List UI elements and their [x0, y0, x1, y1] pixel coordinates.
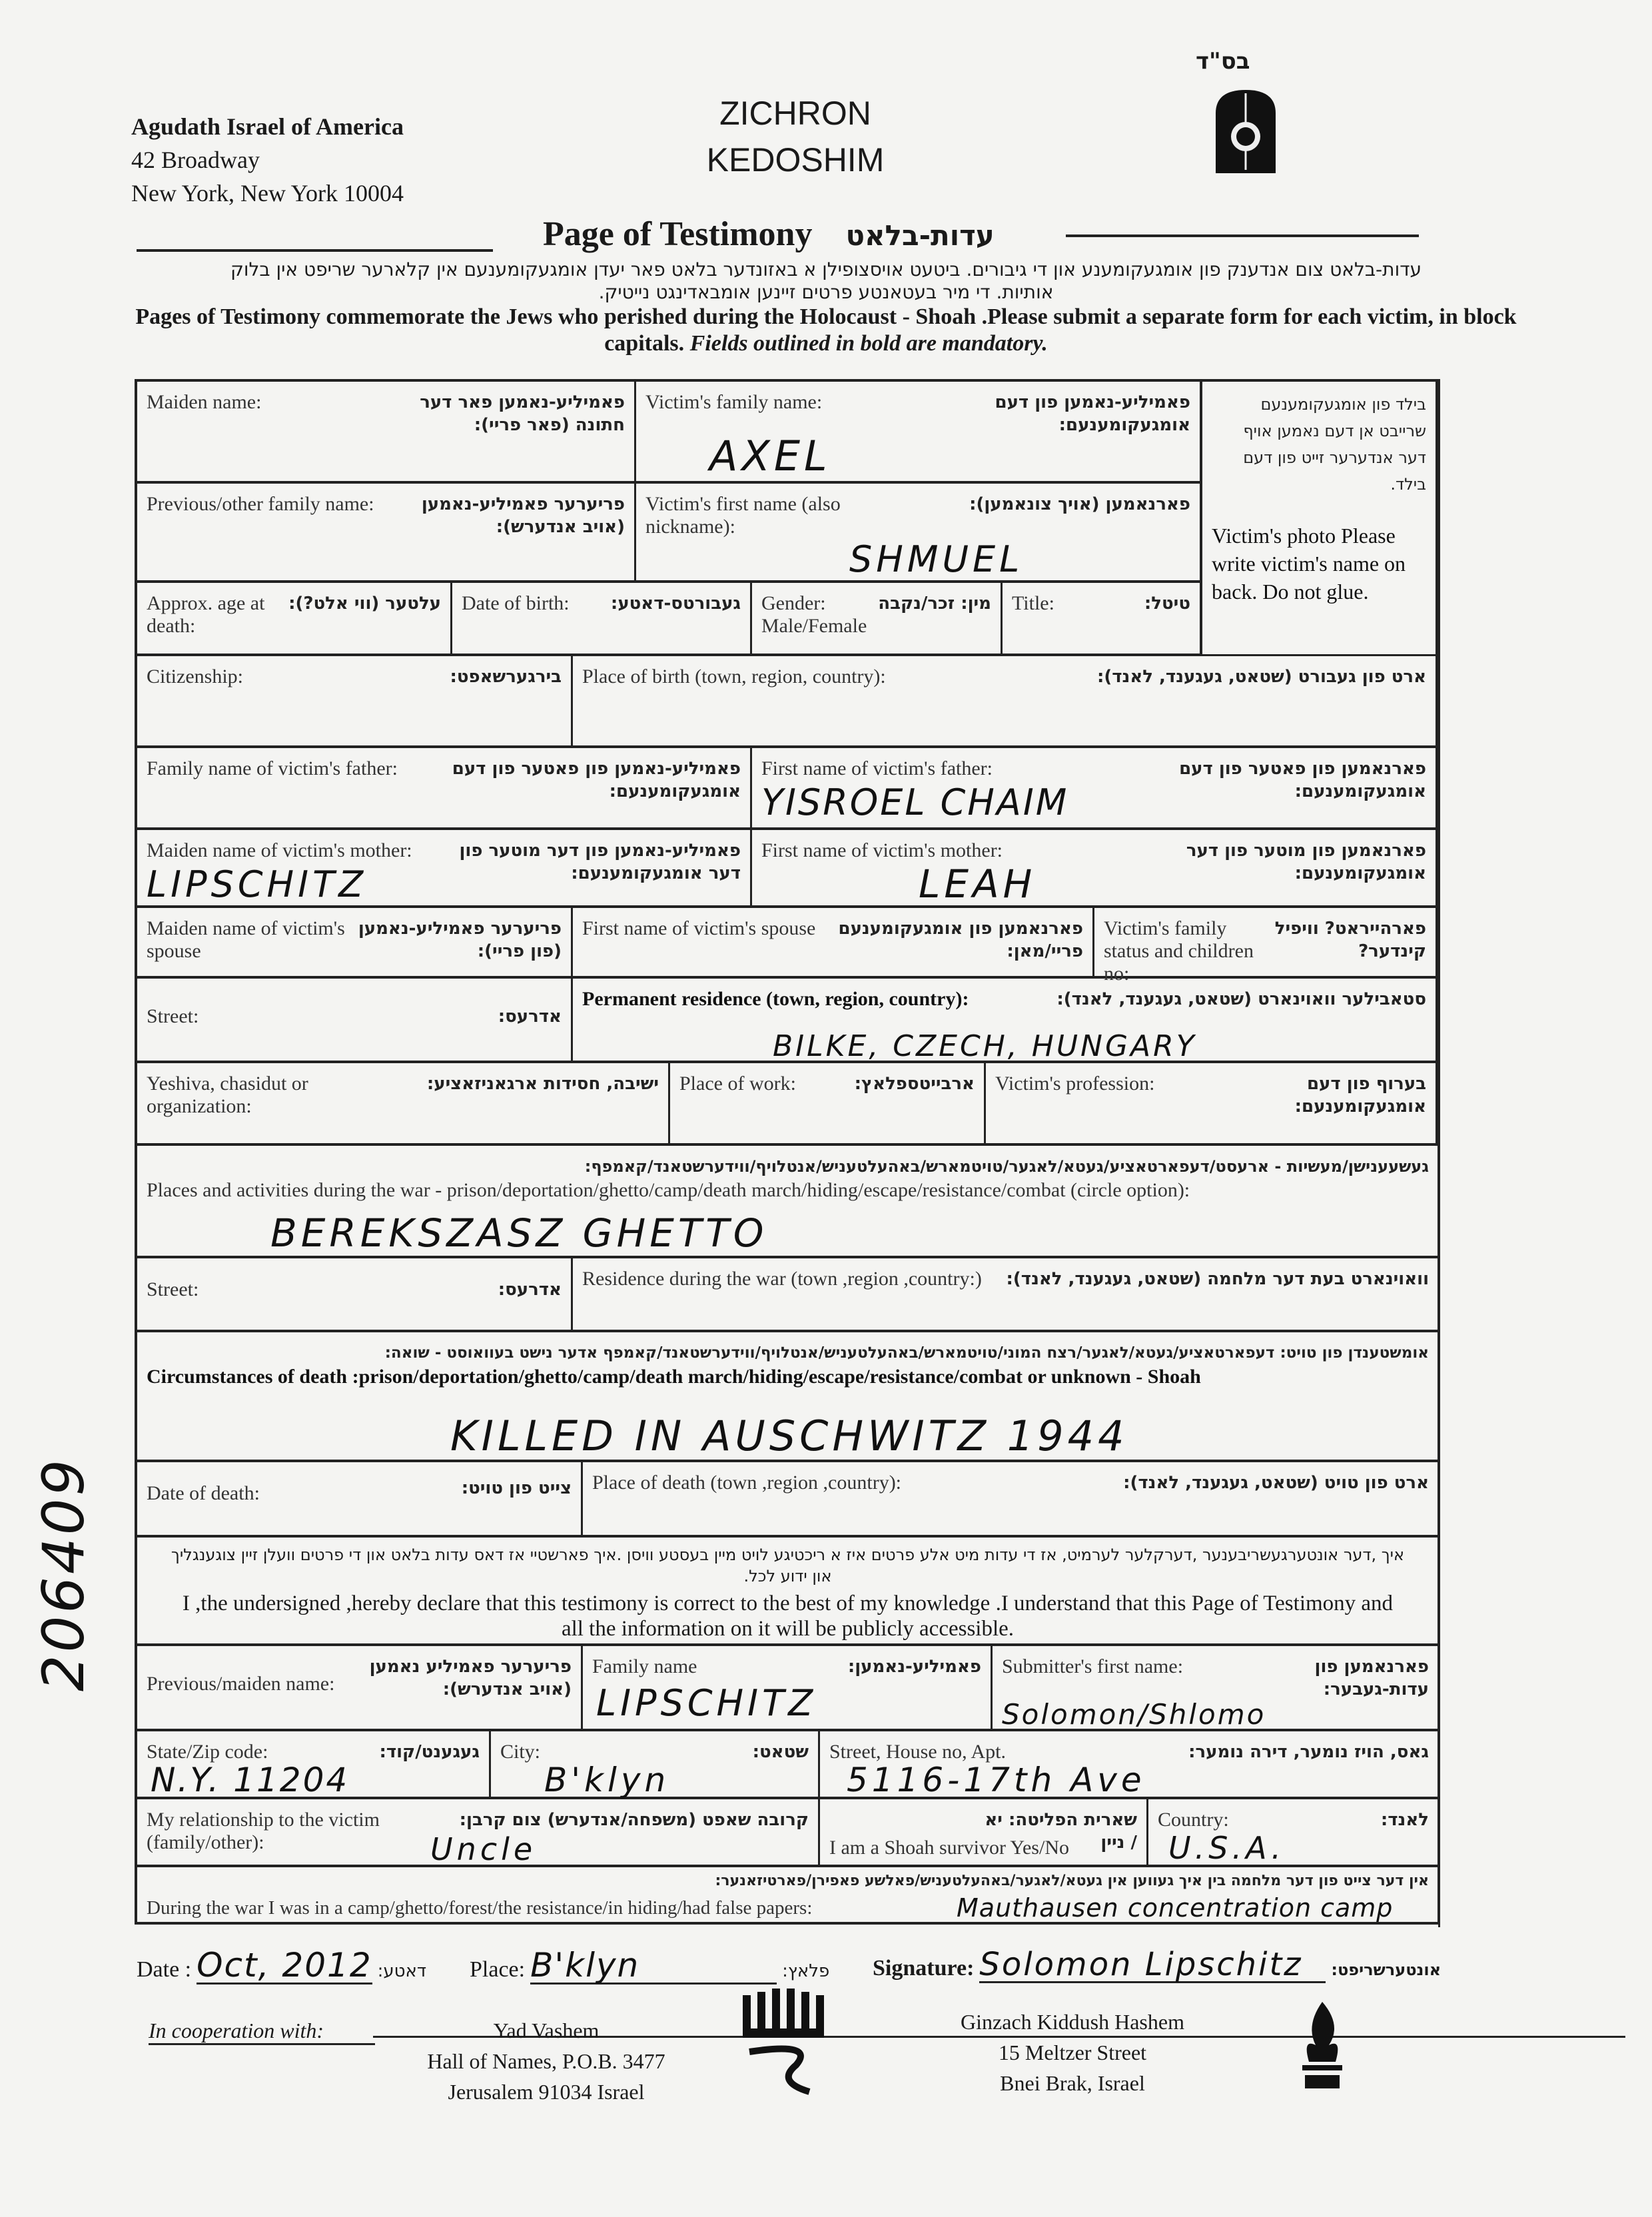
org-name: Agudath Israel of America	[131, 113, 404, 140]
declaration-he: איך ,דער אונטערגעשריבענער ,דערקלער לערמיט, אז די עדות מיט אלע פרטים איז א ריכטיגע לויט מיין בעסטע וויסן .איך פארשטיי אז דאס עדות בלאט און די פרטים וועלן זיין צוגענגליך און ידוע לכל.	[171, 1546, 1405, 1585]
during-war-field[interactable]	[137, 1867, 1440, 1927]
place-of-birth-field[interactable]	[573, 656, 1438, 748]
place-label: Place:	[470, 1957, 526, 1982]
handwritten-value: Mauthausen concentration camp	[957, 1893, 1394, 1923]
intro-english	[133, 304, 1519, 357]
label-he: פארנאמען פון מוטער פון דער אומגעקומענעם:	[1186, 841, 1426, 883]
place-of-death-field[interactable]	[583, 1462, 1440, 1538]
maiden-name-field[interactable]	[137, 382, 636, 484]
tablets-emblem-icon	[1209, 83, 1282, 177]
label: Place of work:	[679, 1073, 796, 1095]
handwritten-value: SHMUEL	[849, 538, 1024, 580]
relationship-field[interactable]	[137, 1799, 820, 1867]
age-at-death-field[interactable]	[137, 583, 452, 656]
state-zip-field[interactable]	[137, 1731, 491, 1799]
victim-first-name-field[interactable]	[636, 484, 1202, 583]
label-he: אדרעס:	[498, 1280, 562, 1300]
label: Approx. age at death:	[147, 592, 265, 637]
label: Victim's family name:	[645, 391, 823, 413]
family-status-field[interactable]	[1094, 908, 1438, 985]
label: Street:	[147, 1005, 199, 1027]
places-activities-field[interactable]	[137, 1146, 1440, 1258]
title-rule-left	[137, 249, 493, 252]
label: My relationship to the victim (family/other):	[147, 1809, 380, 1853]
label: Yeshiva, chasidut or organization:	[147, 1073, 308, 1117]
label-he: פארהייראט? וויפיל קינדער?	[1274, 919, 1426, 961]
signature-label: Signature:	[873, 1956, 975, 1981]
declaration	[137, 1538, 1440, 1646]
label-he: שארית הפליטה: יא / ניין	[985, 1810, 1137, 1853]
date-label: Date :	[137, 1957, 192, 1982]
cooperation-label: In cooperation with:	[149, 2018, 375, 2045]
title-he: עדות-בלאט	[845, 219, 995, 252]
label: Circumstances of death :prison/deportation/ghetto/camp/death march/hiding/escape/resistance/combat or unknown - Shoah	[147, 1366, 1201, 1388]
label: Maiden name:	[147, 391, 262, 413]
permanent-residence-field[interactable]	[573, 979, 1438, 1063]
label: Places and activities during the war - prison/deportation/ghetto/camp/death march/hiding/escape/resistance/combat (circle option):	[147, 1179, 1190, 1201]
label: Family name	[592, 1655, 697, 1677]
signature-value: Solomon Lipschitz	[979, 1949, 1326, 1983]
handwritten-value: BILKE, CZECH, HUNGARY	[773, 1029, 1197, 1063]
country-field[interactable]	[1148, 1799, 1440, 1867]
signature-line[interactable]	[873, 1946, 1442, 1983]
handwritten-value: 5116-17th Ave	[847, 1761, 1146, 1799]
place-of-work-field[interactable]	[670, 1063, 986, 1146]
gk-line-1: 15 Meltzer Street	[998, 2040, 1147, 2064]
label: Place of death (town ,region ,country):	[592, 1472, 902, 1494]
mother-first-name-field[interactable]	[752, 830, 1438, 908]
label-he: בירגערשאפט:	[450, 667, 562, 687]
handwritten-value: LIPSCHITZ	[147, 863, 368, 905]
intro-en-text: Pages of Testimony commemorate the Jews who perished during the Holocaust - Shoah .Please submit a separate form for each victim, in block capitals.	[135, 304, 1517, 356]
date-of-death-field[interactable]	[137, 1462, 583, 1538]
label: Title:	[1012, 592, 1054, 614]
label: First name of victim's mother:	[761, 839, 1003, 861]
handwritten-value: AXEL	[709, 432, 831, 480]
place-line[interactable]	[470, 1946, 830, 1985]
program-line-1: ZICHRON	[719, 95, 871, 132]
label-he: פריערער פאמיליע-נאמען (אויב אנדערש):	[421, 494, 625, 537]
submitter-first-name-field[interactable]	[993, 1646, 1440, 1731]
label: Permanent residence (town, region, country):	[582, 988, 969, 1010]
label: Victim's photo Please write victim's name on back. Do not glue.	[1212, 524, 1406, 604]
submitter-previous-name-field[interactable]	[137, 1646, 583, 1731]
label-he: פאמיליע-נאמען פון פאטער פון דעם אומגעקומענעם:	[452, 759, 741, 801]
title-rule-right	[1066, 234, 1419, 237]
label-he: בערוף פון דעם אומגעקומענעם:	[1294, 1074, 1426, 1116]
label: Previous/maiden name:	[147, 1673, 335, 1695]
handwritten-value: LEAH	[919, 861, 1036, 907]
label-he: וואוינארט בעת דער מלחמה (שטאט, געגענד, לאנד):	[1006, 1269, 1429, 1289]
label-he: קרובה שאפט (משפחה/אנדערש) צום קרבן:	[459, 1810, 809, 1830]
date-of-birth-field[interactable]	[452, 583, 752, 656]
label-he: שטאט:	[752, 1742, 809, 1762]
label-he: פאמיליע-נאמען פאר דער חתונה (פאר פריי):	[420, 392, 625, 435]
handwritten-value: Uncle	[430, 1831, 537, 1867]
label-he: גאס, הויז נומער, דירה נומער:	[1188, 1742, 1429, 1762]
place-label-he: פלאץ:	[782, 1961, 830, 1981]
label: Family name of victim's father:	[147, 757, 398, 779]
label-he: ארט פון טויט (שטאט, געגענד, לאנד):	[1123, 1473, 1429, 1493]
gender-field[interactable]	[752, 583, 1003, 656]
label: First name of victim's spouse	[582, 917, 816, 939]
label-he: ארט פון געבורט (שטאט, געגענד, לאנד):	[1096, 667, 1426, 687]
label: I am a Shoah survivor Yes/No	[829, 1837, 1069, 1859]
intro-block	[133, 258, 1519, 357]
handwritten-value: B'klyn	[544, 1761, 670, 1799]
city-field[interactable]	[491, 1731, 820, 1799]
label-he: פאמיליע-נאמען פון דעם אומגעקומענעם:	[995, 392, 1190, 435]
label-he: פריערער פאמיליע-נאמען (פון פריי):	[358, 919, 562, 961]
place-value: B'klyn	[530, 1949, 777, 1985]
label-he: אומשטענדן פון טויט: דעפארטאציע/געטא/לאגער/רצח המוני/טויטמארש/באהעלטעניש/אנטלויף/ווידערשטאנד/קאמפף אדער נישט בעוואוסט - שואה:	[384, 1344, 1429, 1362]
handwritten-value: Solomon/Shlomo	[1002, 1698, 1266, 1731]
victim-family-name-field[interactable]	[636, 382, 1202, 484]
label: Victim's first name (also nickname):	[645, 493, 841, 538]
label: Date of death:	[147, 1482, 260, 1504]
label-he: מין: זכר/נקבה	[878, 594, 991, 614]
war-street-field[interactable]	[137, 1258, 573, 1332]
label: City:	[500, 1741, 541, 1763]
circumstances-of-death-field[interactable]	[137, 1332, 1440, 1462]
submitter-family-name-field[interactable]	[583, 1646, 993, 1731]
label-he: פארנאמען פון עדות-געבער:	[1314, 1657, 1429, 1699]
ginzach-address	[906, 2006, 1239, 2098]
label-he: ישיבה, חסידות ארגאניזאציע:	[426, 1074, 659, 1094]
spouse-first-name-field[interactable]	[573, 908, 1094, 979]
testimony-form	[135, 379, 1440, 1925]
war-residence-field[interactable]	[573, 1258, 1440, 1332]
label: Maiden name of victim's spouse	[147, 917, 345, 962]
intro-he-line-2: אותיות. די מיר בעטאנטע פרטים זיינען אומבאדינגט נייטיק.	[598, 281, 1054, 303]
mother-maiden-name-field[interactable]	[137, 830, 752, 908]
intro-hebrew	[133, 258, 1519, 304]
handwritten-value: KILLED IN AUSCHWITZ 1944	[450, 1412, 1128, 1460]
label-he: טיטל:	[1144, 594, 1190, 614]
spouse-maiden-name-field[interactable]	[137, 908, 573, 979]
label-he: פארנאמען פון אומגעקומענעם פריי/מאן:	[838, 919, 1083, 961]
label-he: אין דער צייט פון דער מלחמה בין איך געווען אין געטא/לאגער/באהעלטעניש/פאלשע פאפירן/פארטיזאנער:	[715, 1873, 1429, 1889]
title-field[interactable]	[1003, 583, 1202, 656]
label-he: לאנד:	[1380, 1810, 1429, 1830]
label-he: אדרעס:	[498, 1007, 562, 1027]
father-first-name-field[interactable]	[752, 748, 1438, 830]
org-street: 42 Broadway	[131, 147, 260, 173]
label-he: בילד פון אומגעקומענעם שרייבט אן דעם נאמען אויף דער אנדערער זייט פון דעם בילד.	[1243, 395, 1426, 494]
label: Victim's profession:	[995, 1073, 1155, 1095]
date-label-he: דאטע:	[377, 1961, 427, 1981]
label-he: צייט פון טויט:	[461, 1478, 572, 1498]
profession-field[interactable]	[986, 1063, 1438, 1146]
label-he: ארבייטספלאץ:	[854, 1074, 975, 1094]
intro-mandatory-note: Fields outlined in bold are mandatory.	[689, 331, 1048, 356]
submitter-street-field[interactable]	[820, 1731, 1440, 1799]
label-he: פריערער פאמיליע נאמען (אויב אנדערש):	[369, 1657, 572, 1699]
label: Citizenship:	[147, 665, 243, 687]
handwritten-value: YISROEL CHAIM	[761, 781, 1069, 823]
handwritten-value: U.S.A.	[1168, 1830, 1286, 1866]
handwritten-value: BEREKSZASZ GHETTO	[270, 1210, 768, 1256]
yv-line-1: Hall of Names, P.O.B. 3477	[427, 2049, 665, 2073]
label: During the war I was in a camp/ghetto/forest/the resistance/in hiding/had false papers:	[147, 1897, 813, 1919]
label: Street:	[147, 1278, 199, 1300]
flame-emblem-icon	[1296, 1998, 1349, 2092]
label: First name of victim's father:	[761, 757, 993, 779]
label: State/Zip code:	[147, 1741, 268, 1763]
yad-vashem-address	[393, 2015, 699, 2107]
signature-label-he: אונטערשריפט:	[1331, 1961, 1442, 1979]
program-title	[662, 90, 929, 183]
label: Maiden name of victim's mother:	[147, 839, 412, 861]
label: Gender: Male/Female	[761, 592, 867, 637]
label-he: געגענט/קוד:	[379, 1742, 480, 1762]
label-he: געבורטס-דאטע:	[610, 594, 741, 614]
label-he: עלטער (ווי אלט?):	[288, 594, 441, 614]
label-he: פארנאמען פון פאטער פון דעם אומגעקומענעם:	[1179, 759, 1426, 801]
intro-he-line-1: עדות-בלאט צום אנדענק פון אומגעקומענע און די גיבורים. ביטעט אויסצופילן א באזונדער בלאט פאר יעדן אומגעקומענעם אין קלארער שריפט אין בלוק	[230, 258, 1422, 280]
previous-family-name-field[interactable]	[137, 484, 636, 583]
label: Street, House no, Apt.	[829, 1741, 1006, 1763]
yeshiva-field[interactable]	[137, 1063, 670, 1146]
label-he: סטאבילער וואוינארט (שטאט, געגענד, לאנד):	[1056, 989, 1426, 1009]
label: Submitter's first name:	[1002, 1655, 1184, 1677]
margin-reference-number: 206409	[31, 1456, 98, 1692]
citizenship-field[interactable]	[137, 656, 573, 748]
gk-name: Ginzach Kiddush Hashem	[961, 2010, 1184, 2034]
org-block	[131, 110, 404, 210]
label: Place of birth (town, region, country):	[582, 665, 886, 687]
label-he: פאמיליע-נאמען פון דער מוטער פון דער אומגעקומענעם:	[459, 841, 741, 883]
label: Victim's family status and children no:	[1104, 917, 1254, 985]
date-line[interactable]	[137, 1946, 427, 1985]
label: Residence during the war (town ,region ,country:)	[582, 1268, 982, 1290]
yad-vashem-logo-icon	[736, 1989, 829, 2095]
yv-name: Yad Vashem	[493, 2018, 600, 2042]
label: Country:	[1158, 1809, 1229, 1831]
label: Previous/other family name:	[147, 493, 374, 515]
label: Date of birth:	[462, 592, 570, 614]
handwritten-value: LIPSCHITZ	[596, 1682, 817, 1724]
title-en: Page of Testimony	[543, 215, 813, 253]
page-title	[543, 215, 995, 256]
victim-photo-area	[1202, 382, 1438, 656]
date-value: Oct, 2012	[197, 1946, 372, 1985]
program-line-2: KEDOSHIM	[706, 141, 885, 179]
declaration-en: I ,the undersigned ,hereby declare that this testimony is correct to the best of my knowledge .I understand that this Page of Testimony and all the information on it will be publicly accessible.	[182, 1591, 1394, 1641]
handwritten-value: N.Y. 11204	[151, 1761, 350, 1799]
street-field[interactable]	[137, 979, 573, 1063]
bsd-mark: בס"ד	[1196, 48, 1250, 75]
org-city: New York, New York 10004	[131, 180, 404, 207]
yv-line-2: Jerusalem 91034 Israel	[448, 2080, 645, 2104]
label-he: פאמיליע-נאמען:	[847, 1657, 981, 1677]
father-family-name-field[interactable]	[137, 748, 752, 830]
label-he: פארנאמען (אויך צונאמען):	[969, 494, 1190, 514]
label-he: געשעענישן/מעשיות - ארעסט/דעפארטאציע/געטא/לאגער/טויטמארש/באהעלטעניש/אנטלויף/ווידערשטאנד/קאמפף:	[584, 1157, 1429, 1176]
survivor-field[interactable]	[820, 1799, 1148, 1867]
gk-line-2: Bnei Brak, Israel	[1000, 2071, 1145, 2095]
